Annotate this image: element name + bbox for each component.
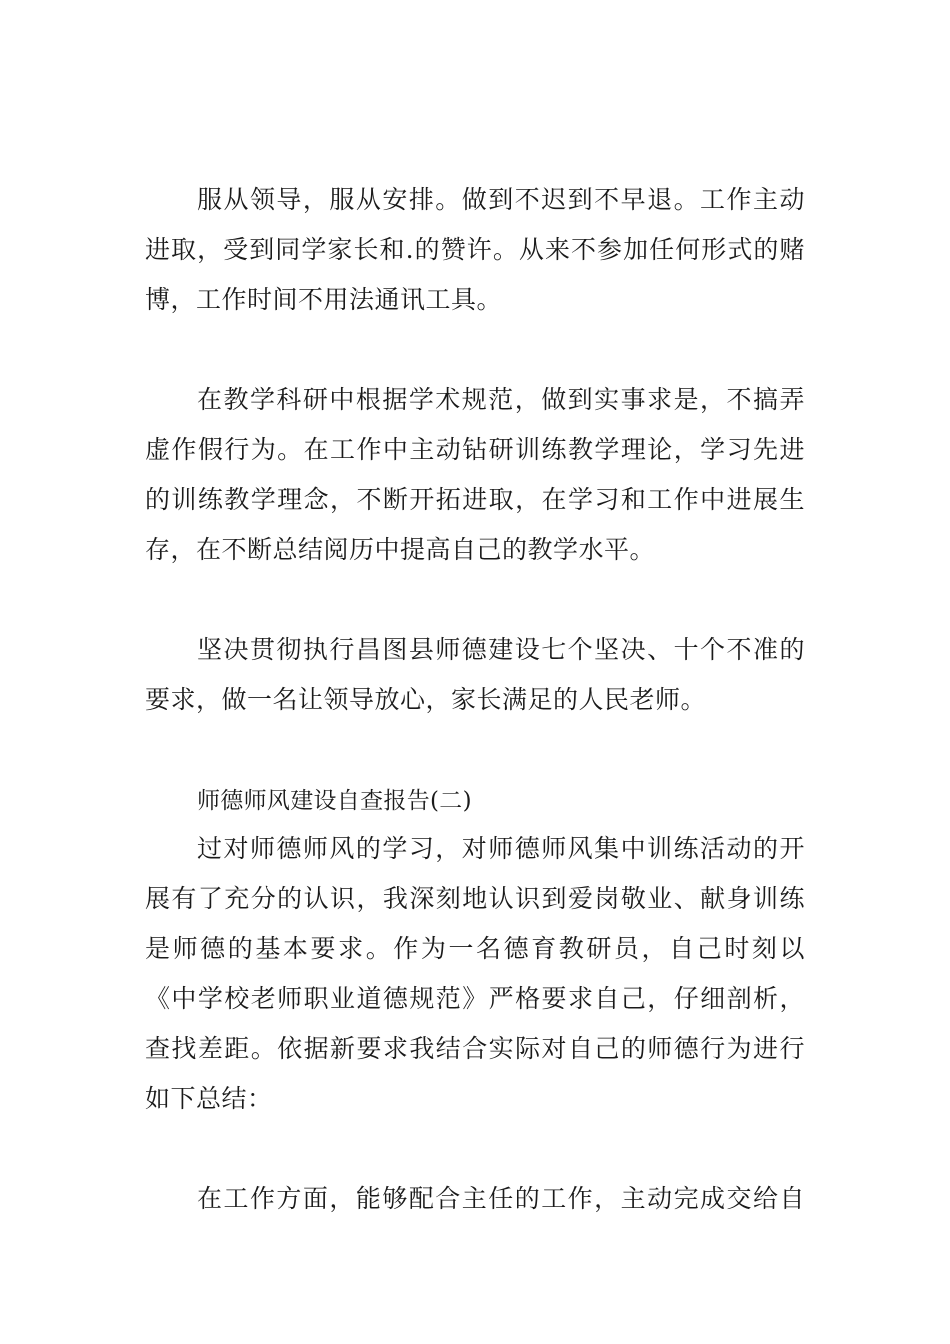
paragraph-line: 博，工作时间不用法通讯工具。 (145, 285, 503, 314)
paragraph-line: 虚作假行为。在工作中主动钻研训练教学理论，学习先进 (145, 435, 805, 464)
paragraph-line: 要求，做一名让领导放心，家长满足的人民老师。 (145, 685, 707, 714)
paragraph-line: 坚决贯彻执行昌图县师德建设七个坚决、十个不准的 (197, 635, 805, 664)
paragraph-line: 的训练教学理念，不断开拓进取，在学习和工作中进展生 (145, 485, 805, 514)
paragraph-line: 在工作方面，能够配合主任的工作，主动完成交给自 (197, 1184, 805, 1213)
paragraph-line: 展有了充分的认识，我深刻地认识到爱岗敬业、献身训练 (145, 884, 805, 913)
paragraph-line: 如下总结： (145, 1084, 273, 1113)
paragraph-line: 存，在不断总结阅历中提高自己的教学水平。 (145, 535, 656, 564)
paragraph-line: 过对师德师风的学习，对师德师风集中训练活动的开 (197, 834, 805, 863)
paragraph-line: 在教学科研中根据学术规范，做到实事求是，不搞弄 (197, 385, 805, 414)
section-heading: 师德师风建设自查报告(二) (197, 788, 472, 814)
paragraph-line: 查找差距。依据新要求我结合实际对自己的师德行为进行 (145, 1034, 805, 1063)
paragraph-line: 服从领导，服从安排。做到不迟到不早退。工作主动 (197, 185, 805, 214)
paragraph-line: 进取，受到同学家长和.的赞许。从来不参加任何形式的赌 (145, 235, 805, 264)
paragraph-line: 是师德的基本要求。作为一名德育教研员，自己时刻以 (145, 934, 805, 963)
paragraph-line: 《中学校老师职业道德规范》严格要求自己，仔细剖析， (145, 984, 805, 1013)
